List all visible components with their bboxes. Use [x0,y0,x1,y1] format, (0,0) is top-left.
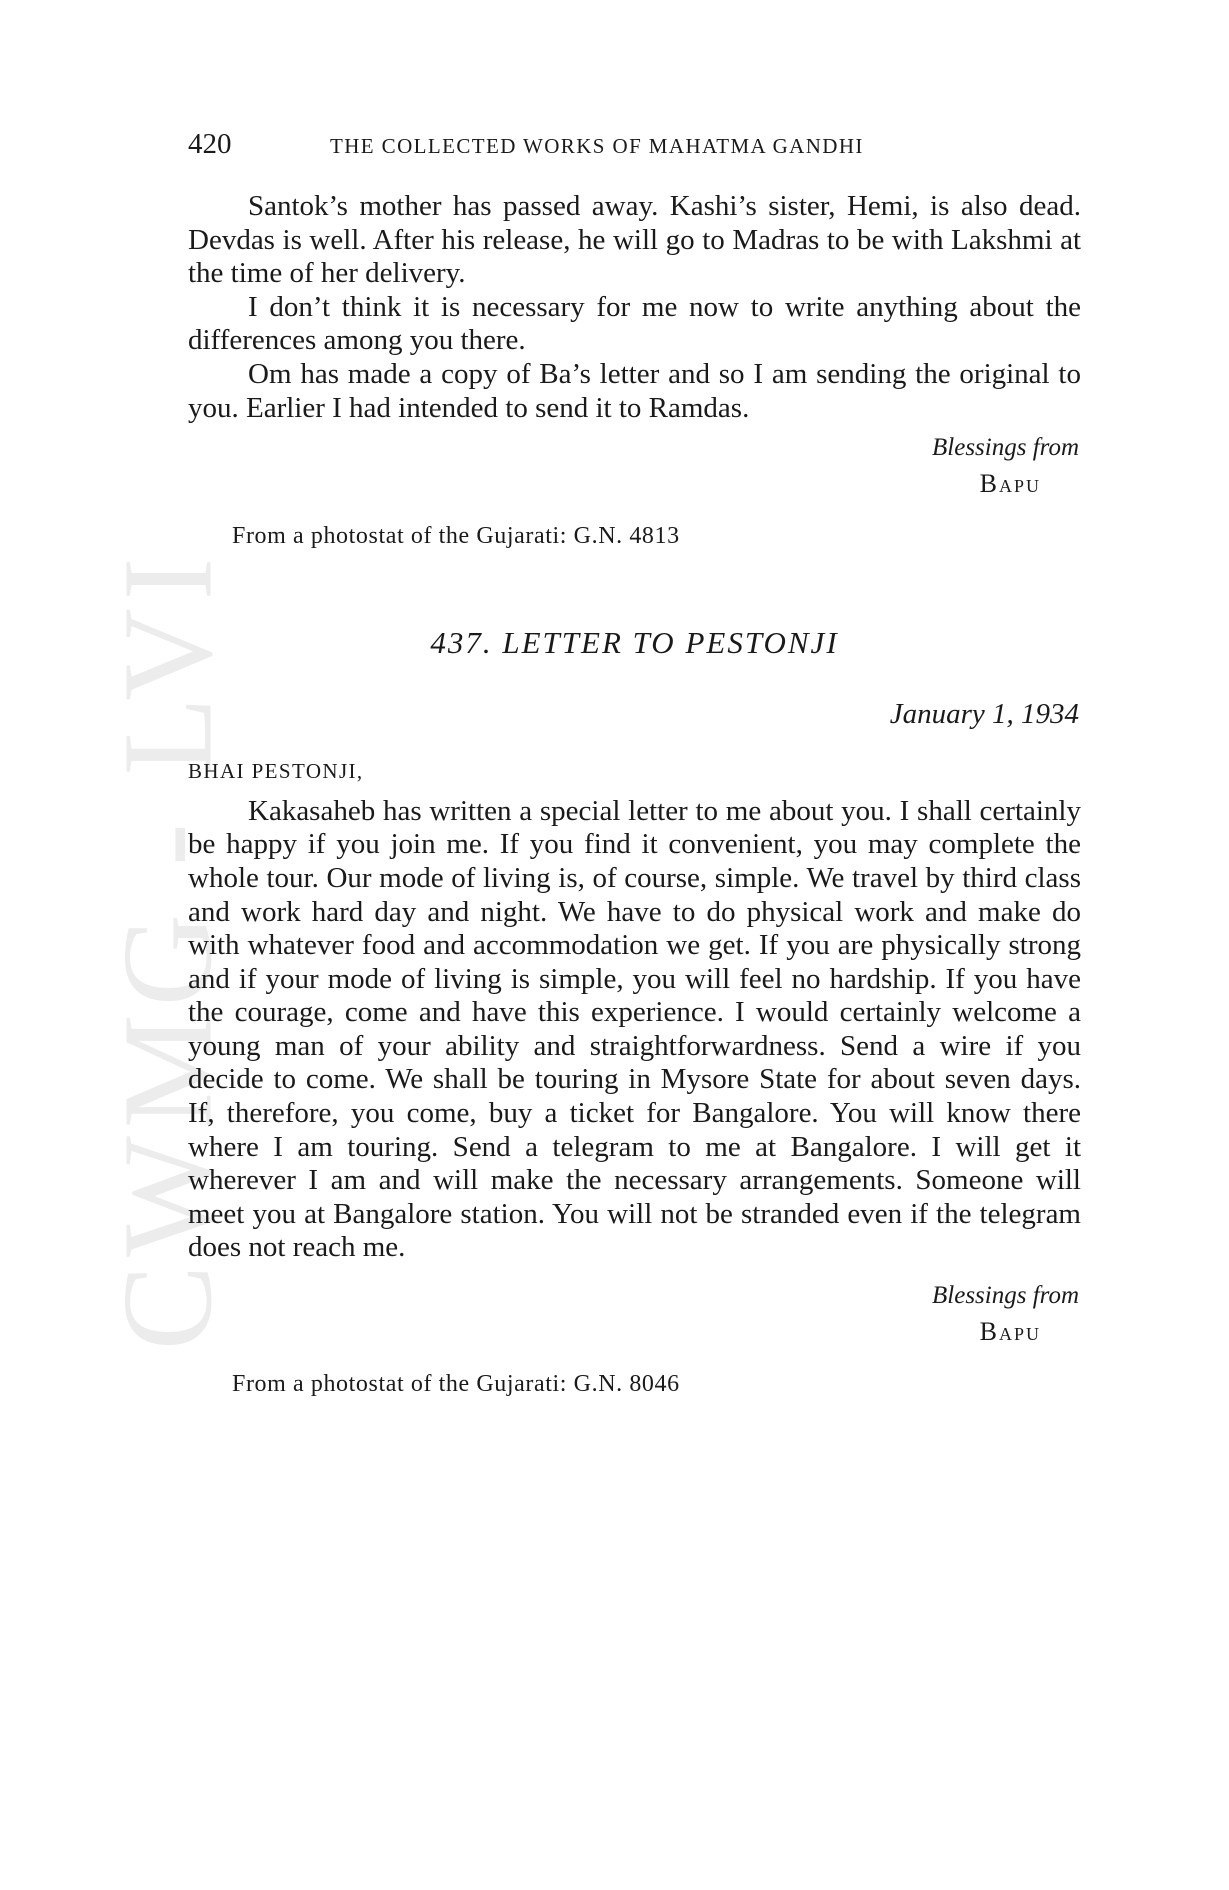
watermark-text: CWMG - LVI [96,549,239,1351]
paragraph: I don’t think it is necessary for me now to write anything about the differences among you there. [188,290,1081,357]
letter-body: Kakasaheb has written a special letter to me about you. I shall certainly be happy if you join me. If you find it convenient, you may complete the whole tour. Our mode of living is, of course, simple. We travel by third class and work hard day and night. We have to do physical work and make do with whatever food and accommodation we get. If you are physically strong and if your mode of living is simple, you will feel no hardship. If you have the courage, come and have this experience. I would certainly welcome a young man of your ability and straightforwardness. Send a wire if you decide to come. We shall be touring in Mysore State for about seven days. If, therefore, you come, buy a ticket for Bangalore. You will know there where I am touring. Send a telegram to me at Bangalore. I will get it wherever I am and will make the necessary arrangements. Someone will meet you at Bangalore station. You will not be stranded even if the telegram does not reach me. [188,794,1081,1264]
letter-date: January 1, 1934 [889,697,1079,730]
salutation: BHAI PESTONJI, [188,759,364,784]
closing-line: Blessings from [932,434,1079,462]
signature: Bapu [979,468,1041,498]
paragraph: Santok’s mother has passed away. Kashi’s sister, Hemi, is also dead. Devdas is well. After his release, he will go to Madras to be with Lakshmi at the time of her delivery. [188,190,1081,290]
running-head [188,128,1081,168]
item-title: 437. LETTER TO PESTONJI [430,624,839,660]
previous-letter-continuation [188,190,1081,554]
running-head-title: THE COLLECTED WORKS OF MAHATMA GANDHI [330,134,864,158]
closing-line: Blessings from [932,1282,1079,1310]
signature: Bapu [979,1316,1041,1346]
page-number: 420 [188,128,232,160]
document-page [188,128,1081,1402]
source-note: From a photostat of the Gujarati: G.N. 8046 [232,1371,680,1398]
paragraph: Om has made a copy of Ba’s letter and so I am sending the original to you. Earlier I had intended to send it to Ramdas. [188,357,1081,424]
source-note: From a photostat of the Gujarati: G.N. 4813 [232,523,680,550]
letter-437 [188,626,1081,1402]
